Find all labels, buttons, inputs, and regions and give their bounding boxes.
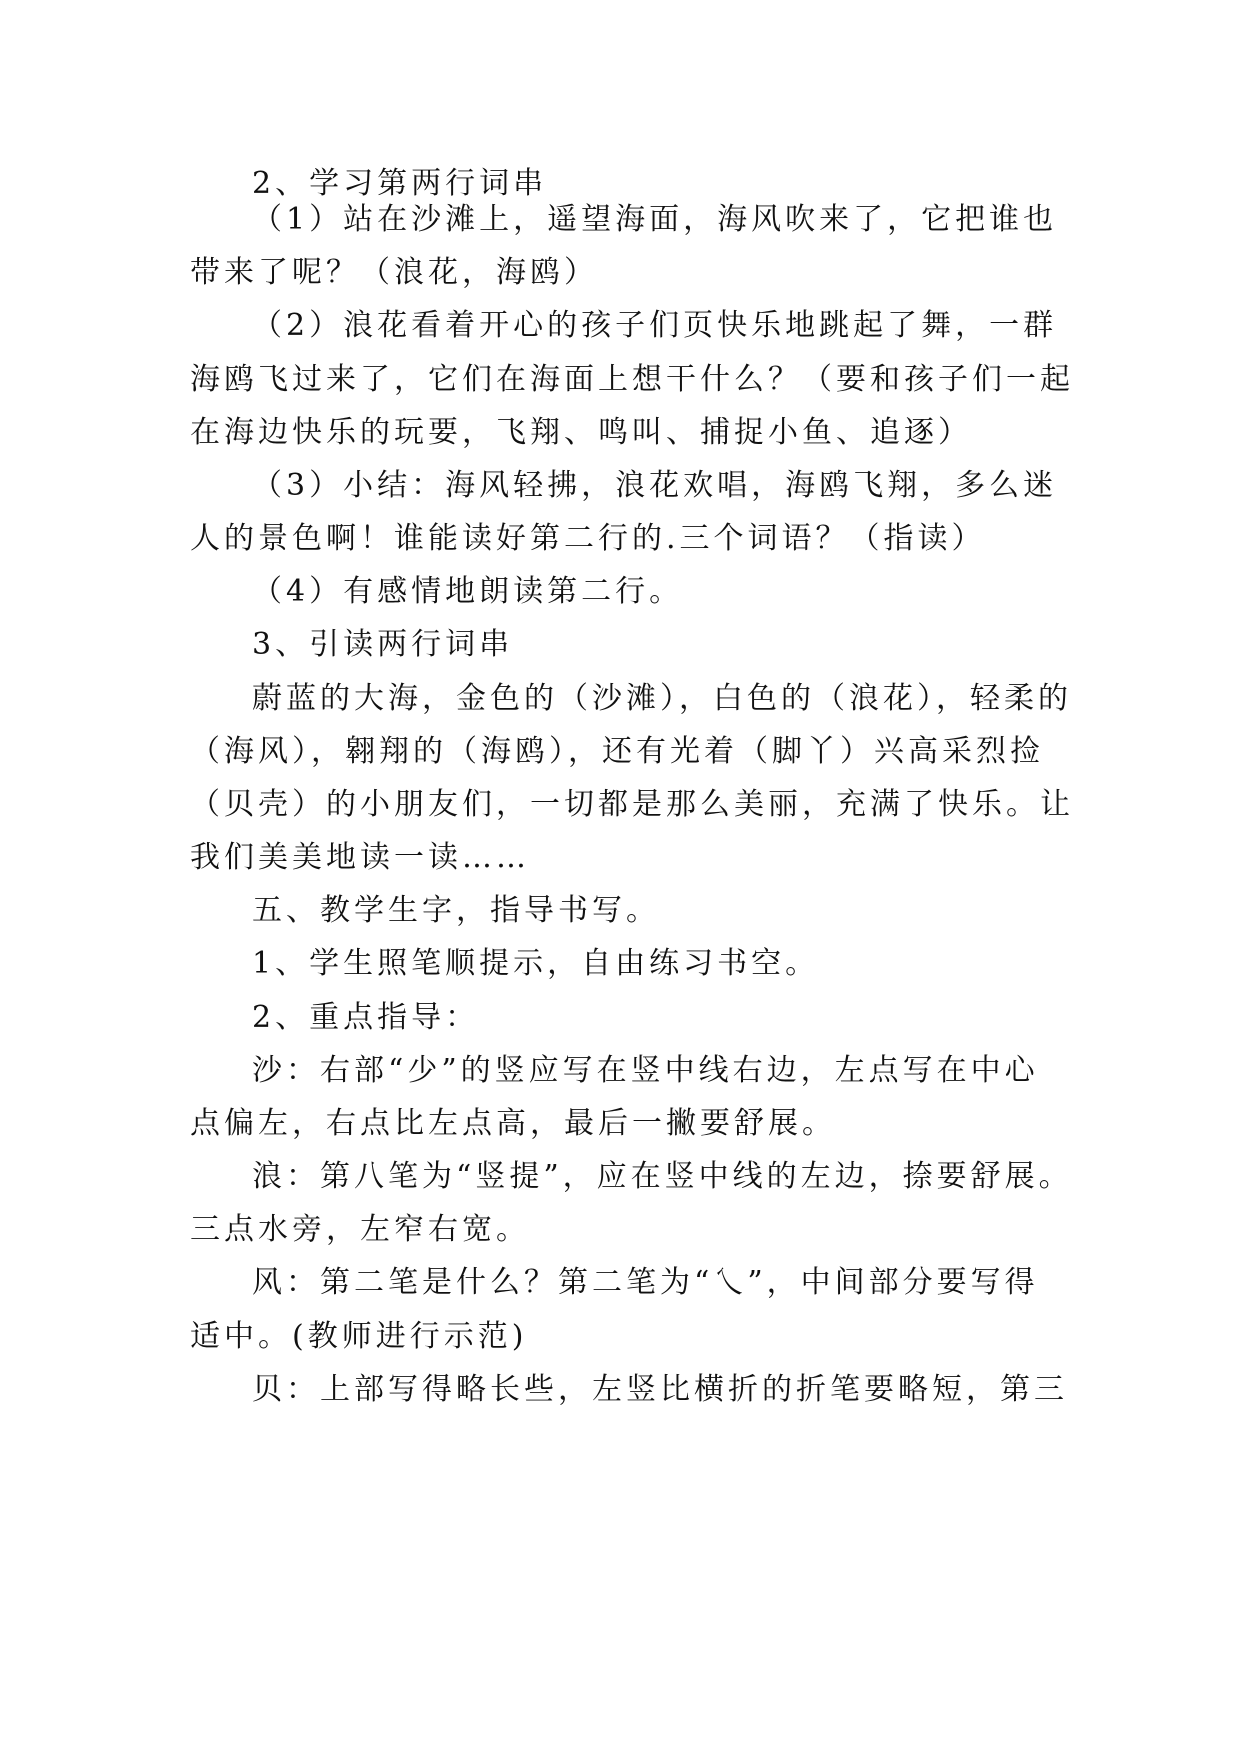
text-line: 风：第二笔是什么？第二笔为“乀”，中间部分要写得 (252, 1265, 1039, 1300)
text-line: 蔚蓝的大海，金色的（沙滩），白色的（浪花），轻柔的 (252, 681, 1072, 716)
text-line: 在海边快乐的玩要，飞翔、鸣叫、捕捉小鱼、追逐） (190, 415, 972, 450)
text-line: 带来了呢？（浪花，海鸥） (190, 255, 598, 290)
text-line: 贝：上部写得略长些，左竖比横折的折笔要略短，第三 (252, 1372, 1068, 1407)
text-line: 2、重点指导： (252, 1000, 480, 1035)
text-line: （1）站在沙滩上，遥望海面，海风吹来了，它把谁也 (252, 202, 1058, 237)
text-line: 适中。(教师进行示范) (190, 1319, 528, 1354)
text-line: 三点水旁，左窄右宽。 (190, 1212, 530, 1247)
text-line: （贝壳）的小朋友们，一切都是那么美丽，充满了快乐。让 (190, 787, 1074, 822)
text-line: （海风），翱翔的（海鸥），还有光着（脚丫）兴高采烈捡 (190, 734, 1044, 769)
text-line: 五、教学生字，指导书写。 (252, 893, 660, 928)
text-line: （4）有感情地朗读第二行。 (252, 574, 684, 609)
text-line: 浪：第八笔为“竖提”，应在竖中线的左边，捺要舒展。 (252, 1159, 1073, 1194)
text-line: （3）小结：海风轻拂，浪花欢唱，海鸥飞翔，多么迷 (252, 468, 1058, 503)
text-line: 沙：右部“少”的竖应写在竖中线右边，左点写在中心 (252, 1053, 1039, 1088)
text-line: 点偏左，右点比左点高，最后一撇要舒展。 (190, 1106, 836, 1141)
text-line: 1、学生照笔顺提示，自由练习书空。 (252, 946, 820, 981)
text-line: 海鸥飞过来了，它们在海面上想干什么？（要和孩子们一起 (190, 362, 1074, 397)
text-line: （2）浪花看着开心的孩子们页快乐地跳起了舞，一群 (252, 308, 1058, 343)
text-line: 我们美美地读一读…… (190, 840, 530, 875)
text-line: 2、学习第两行词串 (252, 166, 548, 201)
text-line: 人的景色啊！谁能读好第二行的.三个词语？（指读） (190, 521, 986, 556)
text-line: 3、引读两行词串 (252, 627, 514, 662)
